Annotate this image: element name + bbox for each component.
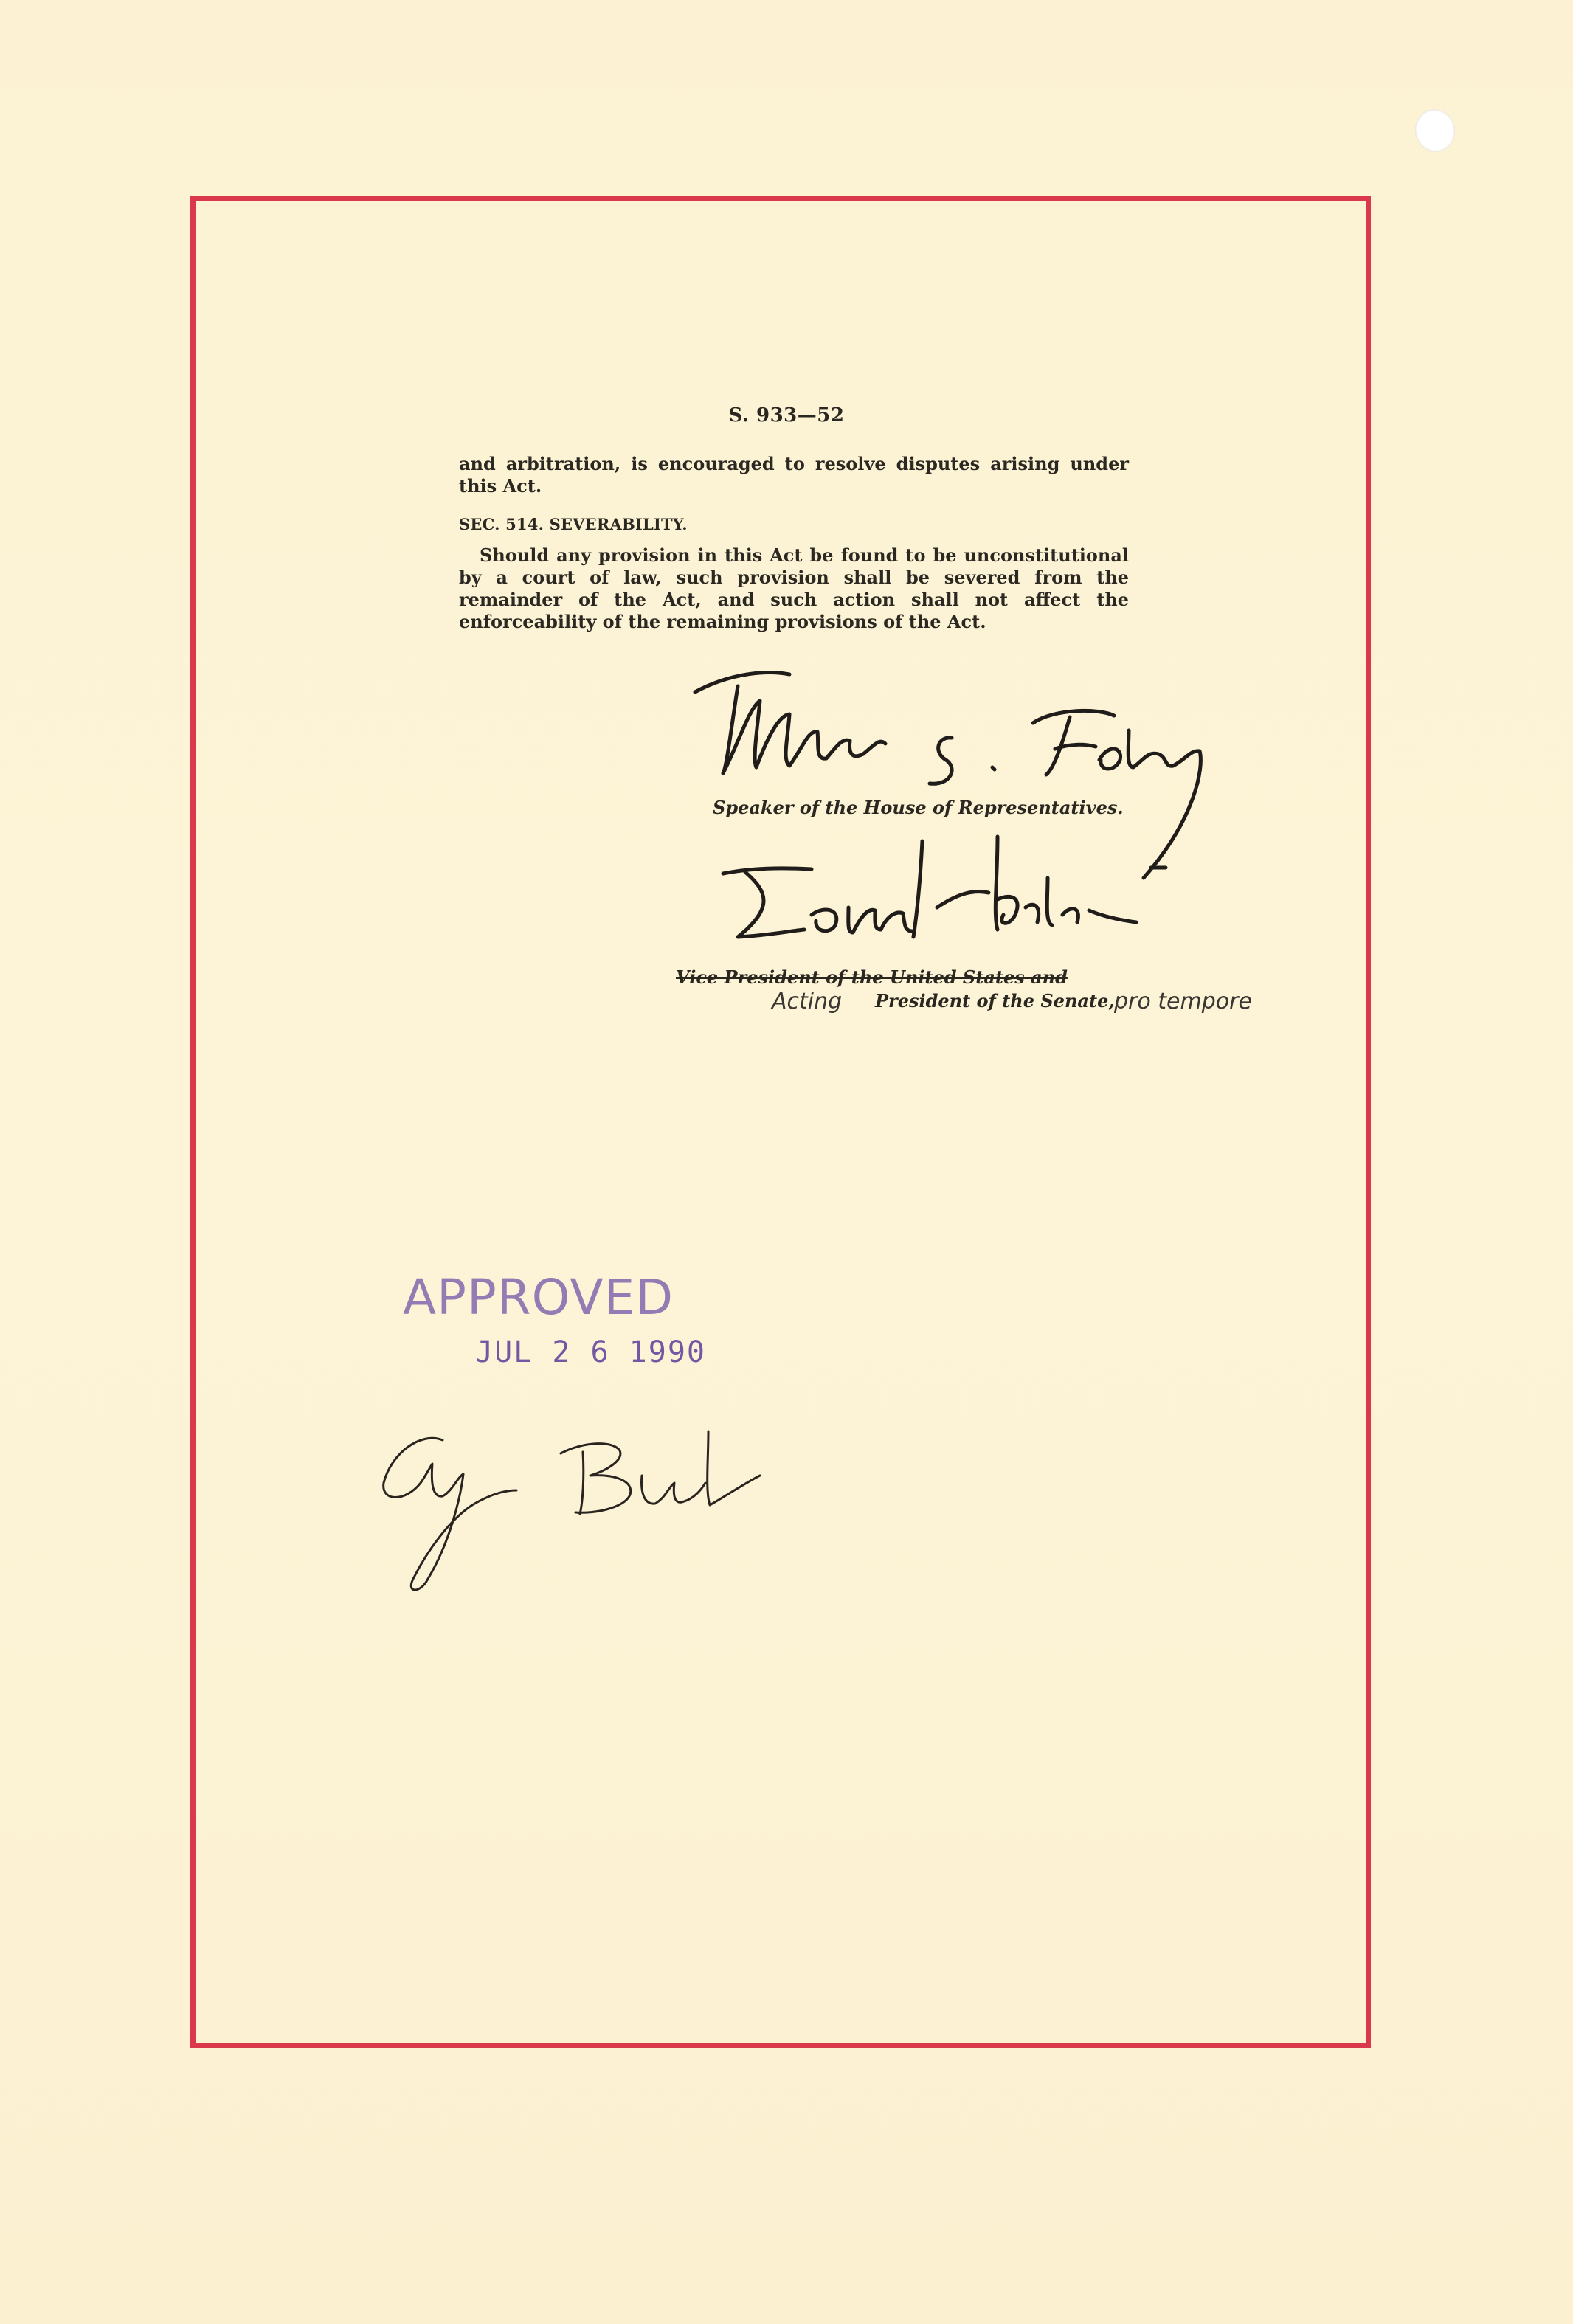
senate-title: President of the Senate, xyxy=(875,990,1115,1011)
speaker-title: Speaker of the House of Representatives. xyxy=(713,797,1124,818)
president-signature xyxy=(376,1431,775,1608)
handwritten-acting: Acting xyxy=(772,989,843,1014)
punch-hole xyxy=(1411,106,1459,156)
opening-text: and arbitration, is encouraged to resolve disputes arising under this Act. xyxy=(459,453,1129,497)
page-header: S. 933—52 xyxy=(728,404,845,426)
section-title: SEC. 514. SEVERABILITY. xyxy=(459,515,688,533)
handwritten-pro-tempore: pro tempore xyxy=(1114,989,1252,1014)
body-text xyxy=(459,453,1129,633)
approved-stamp: APPROVED xyxy=(403,1269,674,1326)
approved-date: JUL 2 6 1990 xyxy=(475,1335,706,1369)
senate-signature xyxy=(723,834,1195,966)
section-text: Should any provision in this Act be found to be unconstitutional by a court of law, such provision shall be severed from the remainder of the Act, and such action shall not affect the enforceability of the remaining provisions of the Act. xyxy=(459,544,1129,632)
struck-title: Vice President of the United States and xyxy=(676,966,1068,988)
speaker-signature xyxy=(686,657,1247,863)
